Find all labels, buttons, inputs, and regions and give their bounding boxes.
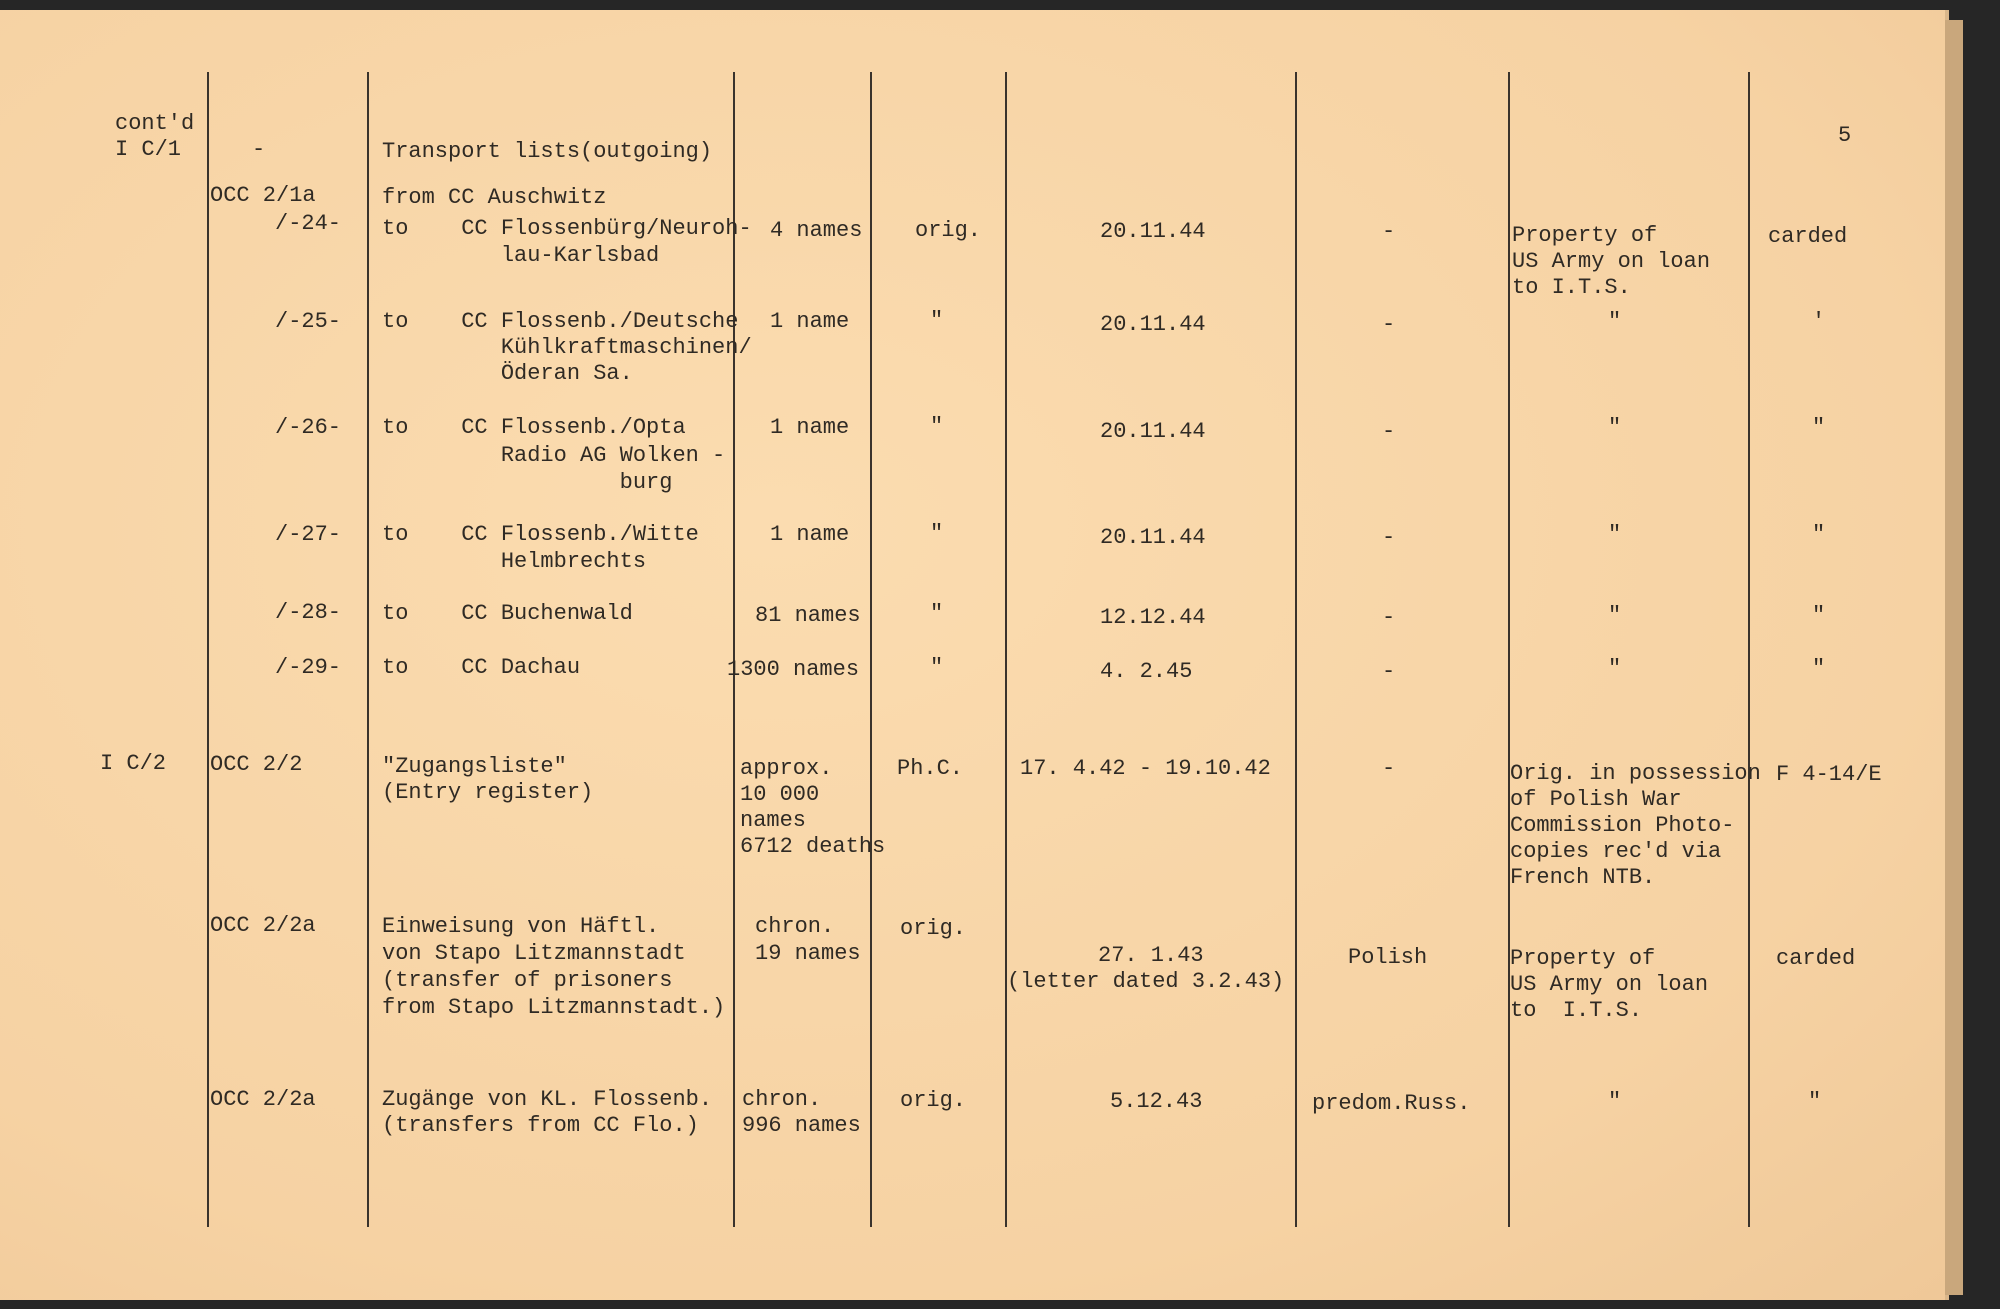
row-desc: to CC Flossenbürg/Neuroh-	[382, 216, 752, 241]
row-status: '	[1812, 309, 1826, 334]
row-code: OCC 2/1a	[210, 183, 316, 208]
row-desc: burg	[382, 470, 673, 495]
column-rule	[1295, 72, 1297, 1227]
row-desc: Einweisung von Häftl.	[382, 914, 660, 939]
row-code: OCC 2/2	[210, 752, 303, 777]
row-remarks: Property of	[1512, 223, 1658, 248]
row-date: 17. 4.42 - 19.10.42	[1020, 756, 1271, 781]
row-type: "	[930, 601, 944, 626]
row-desc: (transfer of prisoners	[382, 968, 673, 993]
row-desc: (Entry register)	[382, 780, 594, 805]
row-desc: to CC Flossenb./Deutsche	[382, 309, 739, 334]
row-nat: -	[1382, 219, 1396, 244]
row-desc: to CC Flossenb./Opta	[382, 415, 686, 440]
row-type: "	[930, 414, 944, 439]
row-qty: 81 names	[755, 603, 861, 628]
row-nat: -	[1382, 659, 1396, 684]
row-date: 20.11.44	[1100, 219, 1206, 244]
row-qty: names	[740, 808, 807, 833]
section-label: I C/2	[100, 751, 167, 776]
section-label: I C/1	[115, 137, 182, 162]
row-date: 20.11.44	[1100, 525, 1206, 550]
column-rule	[367, 72, 369, 1227]
row-date: 20.11.44	[1100, 312, 1206, 337]
row-desc: Öderan Sa.	[382, 361, 633, 386]
row-qty: 1300 names	[727, 657, 860, 682]
row-sub: /-28-	[275, 600, 342, 625]
row-nat: Polish	[1348, 945, 1428, 970]
row-qty: chron.	[742, 1087, 822, 1112]
row-date: (letter dated 3.2.43)	[1007, 969, 1285, 994]
row-desc: Kühlkraftmaschinen/	[382, 335, 752, 360]
row-status: carded	[1768, 224, 1848, 249]
row-qty: 19 names	[755, 941, 861, 966]
row-status: "	[1812, 656, 1826, 681]
row-qty: 1 name	[770, 522, 850, 547]
row-sub: /-24-	[275, 211, 342, 236]
row-type: orig.	[900, 916, 967, 941]
row-qty: 1 name	[770, 415, 850, 440]
row-code: OCC 2/2a	[210, 1087, 316, 1112]
column-rule	[1748, 72, 1750, 1227]
row-code: OCC 2/2a	[210, 913, 316, 938]
row-date: 12.12.44	[1100, 605, 1206, 630]
row-type: "	[930, 308, 944, 333]
row-status: carded	[1776, 946, 1856, 971]
column-rule	[207, 72, 209, 1227]
row-desc: (transfers from CC Flo.)	[382, 1113, 699, 1138]
row-sub: /-25-	[275, 309, 342, 334]
row-remarks: "	[1608, 522, 1622, 547]
row-desc: from CC Auschwitz	[382, 185, 607, 210]
row-qty: 996 names	[742, 1113, 861, 1138]
row-remarks: of Polish War	[1510, 787, 1682, 812]
row-nat: -	[1382, 419, 1396, 444]
row-desc: to CC Dachau	[382, 655, 581, 680]
row-status: F 4-14/E	[1776, 762, 1882, 787]
row-desc: Radio AG Wolken -	[382, 443, 726, 468]
row-desc: lau-Karlsbad	[382, 243, 660, 268]
row-date: 27. 1.43	[1098, 943, 1204, 968]
row-type: orig.	[915, 218, 982, 243]
document-page	[0, 10, 1945, 1300]
row-status: "	[1812, 415, 1826, 440]
row-date: 20.11.44	[1100, 419, 1206, 444]
column-rule	[1508, 72, 1510, 1227]
header-dash: -	[252, 137, 266, 162]
row-status: "	[1812, 603, 1826, 628]
row-nat: -	[1382, 756, 1396, 781]
row-remarks: "	[1608, 415, 1622, 440]
row-nat: -	[1382, 525, 1396, 550]
row-nat: -	[1382, 605, 1396, 630]
row-qty: 6712 deaths	[740, 834, 886, 859]
row-remarks: US Army on loan	[1512, 249, 1711, 274]
row-remarks: Orig. in possession	[1510, 761, 1761, 786]
row-qty: 1 name	[770, 309, 850, 334]
row-qty: 4 names	[770, 218, 863, 243]
row-type: "	[930, 521, 944, 546]
row-desc: Helmbrechts	[382, 549, 647, 574]
row-desc: from Stapo Litzmannstadt.)	[382, 995, 726, 1020]
row-remarks: "	[1608, 309, 1622, 334]
page-edge	[1945, 20, 1963, 1295]
row-remarks: US Army on loan	[1510, 972, 1709, 997]
row-remarks: "	[1608, 1089, 1622, 1114]
row-sub: /-29-	[275, 655, 342, 680]
row-nat: -	[1382, 312, 1396, 337]
row-type: orig.	[900, 1088, 967, 1113]
contd-label: cont'd	[115, 111, 195, 136]
row-sub: /-26-	[275, 415, 342, 440]
row-status: "	[1812, 522, 1826, 547]
page-number: 5	[1838, 123, 1852, 148]
row-remarks: French NTB.	[1510, 865, 1656, 890]
column-rule	[1005, 72, 1007, 1227]
row-remarks: to I.T.S.	[1512, 275, 1631, 300]
column-rule	[870, 72, 872, 1227]
row-qty: 10 000	[740, 782, 820, 807]
row-remarks: Commission Photo-	[1510, 813, 1735, 838]
row-remarks: to I.T.S.	[1510, 998, 1643, 1023]
row-date: 5.12.43	[1110, 1089, 1203, 1114]
row-type: Ph.C.	[897, 756, 964, 781]
row-remarks: "	[1608, 603, 1622, 628]
row-remarks: "	[1608, 656, 1622, 681]
row-desc: to CC Flossenb./Witte	[382, 522, 699, 547]
row-desc: to CC Buchenwald	[382, 601, 633, 626]
row-type: "	[930, 655, 944, 680]
row-status: "	[1808, 1089, 1822, 1114]
row-sub: /-27-	[275, 522, 342, 547]
row-desc: Zugänge von KL. Flossenb.	[382, 1087, 713, 1112]
page-title: Transport lists(outgoing)	[382, 139, 713, 164]
row-desc: von Stapo Litzmannstadt	[382, 941, 686, 966]
row-nat: predom.Russ.	[1312, 1091, 1471, 1116]
row-qty: chron.	[755, 914, 835, 939]
row-remarks: copies rec'd via	[1510, 839, 1722, 864]
row-qty: approx.	[740, 756, 833, 781]
row-remarks: Property of	[1510, 946, 1656, 971]
column-rule	[733, 72, 735, 1227]
row-desc: "Zugangsliste"	[382, 754, 567, 779]
row-date: 4. 2.45	[1100, 659, 1193, 684]
